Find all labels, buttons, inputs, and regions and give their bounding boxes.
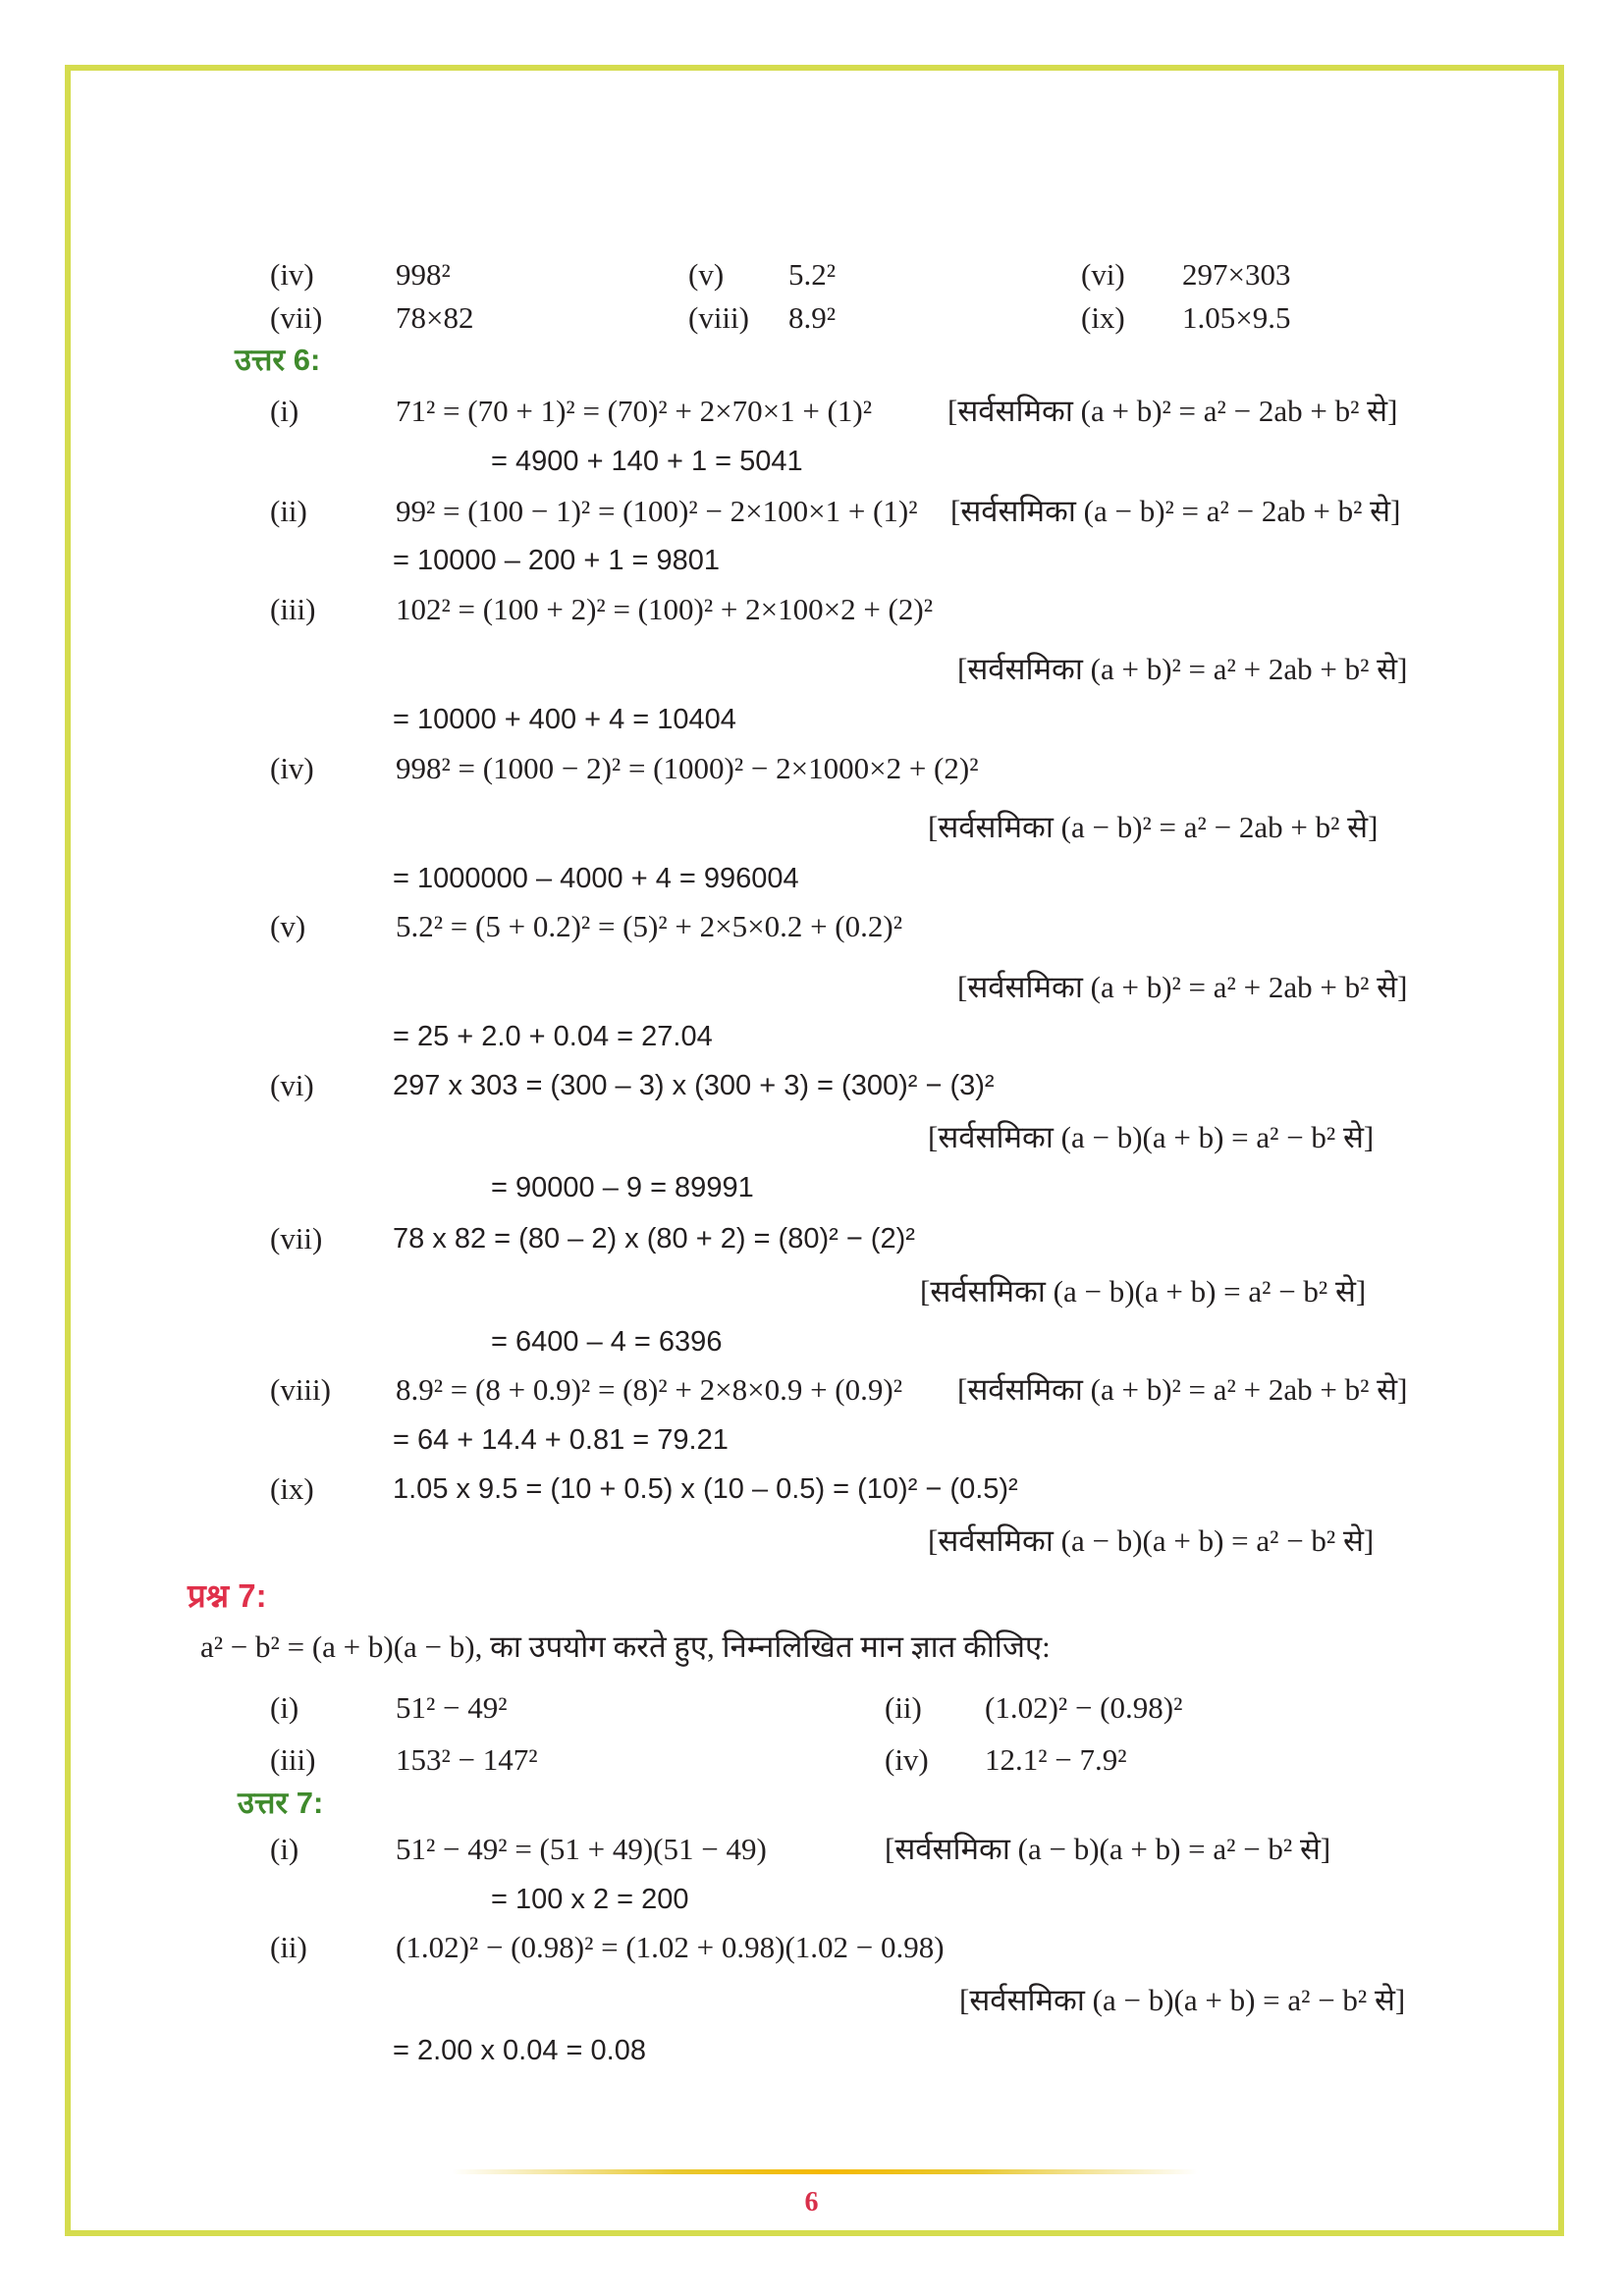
- item-label: (ii): [885, 1690, 922, 1725]
- part-expr: 78 x 82 = (80 – 2) x (80 + 2) = (80)² − (2)²: [393, 1223, 915, 1255]
- part-result: = 2.00 x 0.04 = 0.08: [393, 2035, 646, 2066]
- part-label: (iii): [270, 592, 316, 626]
- item-label: (ix): [1081, 300, 1125, 335]
- item-label: (viii): [688, 300, 749, 335]
- identity-note: [सर्वसमिका (a − b)(a + b) = a² − b² से]: [928, 1523, 1375, 1558]
- identity-note: [सर्वसमिका (a − b)(a + b) = a² − b² से]: [928, 1120, 1375, 1154]
- item-expr: 297×303: [1182, 257, 1291, 292]
- part-expr: 99² = (100 − 1)² = (100)² − 2×100×1 + (1)²: [396, 494, 918, 528]
- identity-note: [सर्वसमिका (a + b)² = a² + 2ab + b² से]: [957, 652, 1408, 686]
- part-expr: (1.02)² − (0.98)² = (1.02 + 0.98)(1.02 − 0.98): [396, 1930, 945, 1964]
- answer-7-heading: उत्तर 7:: [238, 1786, 324, 1820]
- item-expr: 8.9²: [788, 300, 837, 335]
- part-result: = 1000000 – 4000 + 4 = 996004: [393, 863, 799, 894]
- identity-note: [सर्वसमिका (a − b)(a + b) = a² − b² से]: [920, 1274, 1367, 1308]
- part-result: = 10000 + 400 + 4 = 10404: [393, 704, 736, 735]
- item-label: (iv): [270, 257, 314, 292]
- item-expr: 153² − 147²: [396, 1742, 538, 1777]
- item-expr: 12.1² − 7.9²: [985, 1742, 1127, 1777]
- part-expr: 8.9² = (8 + 0.9)² = (8)² + 2×8×0.9 + (0.9)²: [396, 1372, 902, 1407]
- part-expr: 1.05 x 9.5 = (10 + 0.5) x (10 – 0.5) = (10)² − (0.5)²: [393, 1473, 1018, 1505]
- identity-note: [सर्वसमिका (a − b)² = a² − 2ab + b² से]: [950, 494, 1401, 528]
- part-result: = 64 + 14.4 + 0.81 = 79.21: [393, 1424, 729, 1456]
- item-label: (v): [688, 257, 725, 292]
- item-expr: 51² − 49²: [396, 1690, 508, 1725]
- item-label: (iv): [885, 1742, 929, 1777]
- part-expr: 998² = (1000 − 2)² = (1000)² − 2×1000×2 + (2)²: [396, 751, 979, 785]
- part-label: (ii): [270, 1930, 307, 1964]
- item-expr: 5.2²: [788, 257, 837, 292]
- part-label: (iv): [270, 751, 314, 785]
- item-label: (vi): [1081, 257, 1125, 292]
- item-expr: 1.05×9.5: [1182, 300, 1291, 335]
- part-label: (viii): [270, 1372, 331, 1407]
- identity-note: [सर्वसमिका (a − b)² = a² − 2ab + b² से]: [928, 810, 1379, 844]
- part-result: = 25 + 2.0 + 0.04 = 27.04: [393, 1021, 713, 1052]
- question-7-statement: a² − b² = (a + b)(a − b), का उपयोग करते हुए, निम्नलिखित मान ज्ञात कीजिए:: [200, 1629, 1051, 1664]
- question-7-heading: प्रश्न 7:: [188, 1577, 267, 1614]
- part-expr: 51² − 49² = (51 + 49)(51 − 49): [396, 1832, 767, 1866]
- part-label: (i): [270, 394, 299, 428]
- part-label: (ix): [270, 1471, 314, 1506]
- item-label: (i): [270, 1690, 299, 1725]
- part-expr: 102² = (100 + 2)² = (100)² + 2×100×2 + (2)²: [396, 592, 933, 626]
- part-label: (i): [270, 1832, 299, 1866]
- part-result: = 4900 + 140 + 1 = 5041: [491, 446, 803, 477]
- identity-note: [सर्वसमिका (a + b)² = a² − 2ab + b² से]: [947, 394, 1398, 428]
- item-expr: (1.02)² − (0.98)²: [985, 1690, 1183, 1725]
- item-expr: 998²: [396, 257, 451, 292]
- identity-note: [सर्वसमिका (a + b)² = a² + 2ab + b² से]: [957, 1372, 1408, 1407]
- part-label: (v): [270, 909, 306, 943]
- part-expr: 297 x 303 = (300 – 3) x (300 + 3) = (300)² − (3)²: [393, 1070, 995, 1101]
- part-expr: 71² = (70 + 1)² = (70)² + 2×70×1 + (1)²: [396, 394, 872, 428]
- part-result: = 6400 – 4 = 6396: [491, 1326, 723, 1358]
- item-label: (vii): [270, 300, 323, 335]
- footer-divider: [452, 2169, 1198, 2174]
- part-label: (vii): [270, 1221, 323, 1255]
- item-expr: 78×82: [396, 300, 474, 335]
- identity-note: [सर्वसमिका (a − b)(a + b) = a² − b² से]: [885, 1832, 1331, 1866]
- part-label: (ii): [270, 494, 307, 528]
- part-result: = 90000 – 9 = 89991: [491, 1172, 754, 1203]
- part-result: = 10000 – 200 + 1 = 9801: [393, 545, 721, 576]
- part-label: (vi): [270, 1068, 314, 1102]
- answer-6-heading: उत्तर 6:: [235, 343, 321, 377]
- identity-note: [सर्वसमिका (a − b)(a + b) = a² − b² से]: [959, 1983, 1406, 2017]
- item-label: (iii): [270, 1742, 316, 1777]
- page-number: 6: [804, 2187, 819, 2217]
- part-result: = 100 x 2 = 200: [491, 1884, 689, 1915]
- part-expr: 5.2² = (5 + 0.2)² = (5)² + 2×5×0.2 + (0.2)²: [396, 909, 902, 943]
- identity-note: [सर्वसमिका (a + b)² = a² + 2ab + b² से]: [957, 970, 1408, 1004]
